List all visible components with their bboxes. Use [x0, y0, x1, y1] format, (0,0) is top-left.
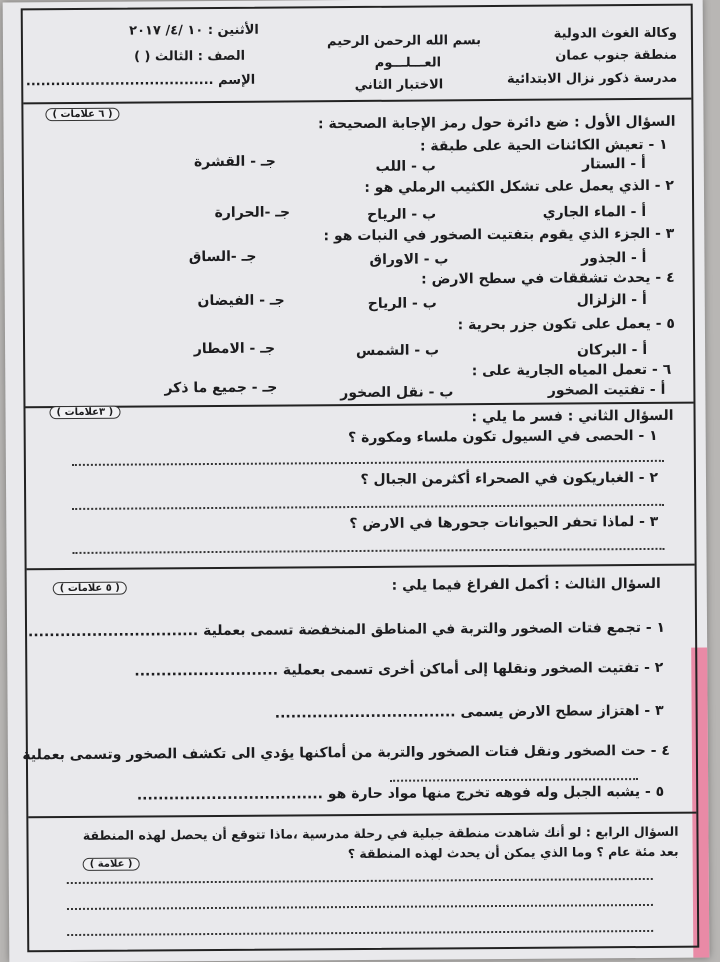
- student-name-field: الإسم ......................................: [25, 72, 256, 90]
- q1-item-6-stem: ٦ - تعمل المياه الجارية على :: [471, 361, 672, 380]
- agency-name: وكالة الغوث الدولية: [553, 25, 677, 42]
- exam-paper: [3, 0, 710, 962]
- q1-item-3-option-b: ب - الاوراق: [369, 251, 449, 268]
- q3-item-5: ٥ - يشبه الجبل وله فوهه تخرج منها مواد حارة هو ...................................: [136, 783, 665, 804]
- q2-marks-badge: ( ٣علامات ): [49, 406, 120, 419]
- q4-title-line2: بعد مئة عام ؟ وما الذي يمكن أن يحدث لهذه المنطقة ؟: [347, 843, 679, 862]
- grade-field: الصف : الثالث ( ): [134, 48, 246, 65]
- q3-item-4: ٤ - حت الصخور ونقل فتات الصخور والتربة من أماكنها يؤدي الى تكشف الصخور وتسمى بعملية: [22, 742, 670, 764]
- q1-item-3-option-a: أ - الجذور: [581, 249, 647, 267]
- q1-item-1-option-b: ب - اللب: [375, 158, 436, 175]
- q1-item-5-stem: ٥ - يعمل على تكون جزر بحرية :: [457, 315, 675, 334]
- q1-item-2-option-b: ب - الرياح: [367, 206, 437, 223]
- q1-item-6-option-c: جـ - جميع ما ذكر: [164, 379, 278, 397]
- q1-item-2-stem: ٢ - الذي يعمل على تشكل الكثيب الرملي هو :: [364, 177, 675, 196]
- q1-title: السؤال الأول : ضع دائرة حول رمز الإجابة الصحيحة :: [317, 113, 676, 133]
- exam-name: الاختبار الثاني: [354, 77, 444, 93]
- subject: العـــلـــوم: [374, 55, 442, 71]
- q1-item-6-option-b: ب - نقل الصخور: [340, 384, 454, 402]
- q3-item-1: ١ - تجمع فتات الصخور والتربة في المناطق المنخفضة تسمى بعملية ................................: [27, 619, 666, 641]
- q1-item-4-option-c: جـ - الفيضان: [197, 292, 285, 310]
- q3-item-3: ٣ - اهتزاز سطح الارض يسمى ..................................: [274, 702, 664, 722]
- q1-item-3-stem: ٣ - الجزء الذي يقوم بتفتيت الصخور في النبات هو :: [323, 225, 675, 245]
- school-name: مدرسة ذكور نزال الابتدائية: [506, 70, 678, 87]
- q2-title: السؤال الثاني : فسر ما يلي :: [471, 407, 674, 426]
- q1-item-5-option-a: أ - البركان: [576, 341, 648, 359]
- q1-item-1-option-c: جـ - القشرة: [193, 153, 276, 171]
- q2-item-1: ١ - الحصى في السيول تكون ملساء ومكورة ؟: [348, 427, 658, 447]
- exam-date: الأثنين : ١٠ /٤/ ٢٠١٧: [129, 22, 259, 39]
- q3-marks-badge: ( ٥ علامات ): [53, 582, 127, 596]
- q4-marks-badge: ( علامة ): [83, 858, 140, 871]
- q1-item-4-stem: ٤ - يحدث تشققات في سطح الارض :: [421, 269, 675, 288]
- q1-marks-badge: ( ٦ علامات ): [45, 108, 119, 122]
- q1-item-1-option-a: أ - الستار: [582, 155, 646, 173]
- q1-item-2-option-c: جـ -الحرارة: [214, 204, 291, 221]
- q3-item-2: ٢ - تفتيت الصخور ونقلها إلى أماكن أخرى تسمى بعملية ...........................: [134, 659, 664, 680]
- q1-item-1-stem: ١ - تعيش الكائنات الحية على طبقة :: [419, 136, 668, 155]
- q3-title: السؤال الثالث : أكمل الفراغ فيما يلي :: [391, 575, 661, 594]
- q1-item-6-option-a: أ - تفتيت الصخور: [547, 381, 666, 399]
- q1-item-5-option-b: ب - الشمس: [355, 342, 440, 359]
- q1-item-3-option-c: جـ -الساق: [188, 248, 257, 266]
- basmala: بسم الله الرحمن الرحيم: [326, 33, 481, 50]
- q1-item-5-option-c: جـ - الامطار: [193, 340, 276, 358]
- q2-item-3: ٣ - لماذا تحفر الحيوانات جحورها في الارض ؟: [349, 513, 659, 533]
- q2-item-2: ٢ - الغباريكون في الصحراء أكثرمن الجبال ؟: [360, 469, 659, 488]
- region-name: منطقة جنوب عمان: [555, 47, 678, 64]
- q1-item-4-option-b: ب - الرياح: [367, 295, 437, 312]
- q1-item-4-option-a: أ - الزلزال: [576, 291, 647, 309]
- q1-item-2-option-a: أ - الماء الجاري: [542, 203, 647, 221]
- q4-title: السؤال الرابع : لو أنك شاهدت منطقة جبلية في رحلة مدرسية ،ماذا تتوقع أن يحصل لهذه المنطقة: [82, 823, 679, 843]
